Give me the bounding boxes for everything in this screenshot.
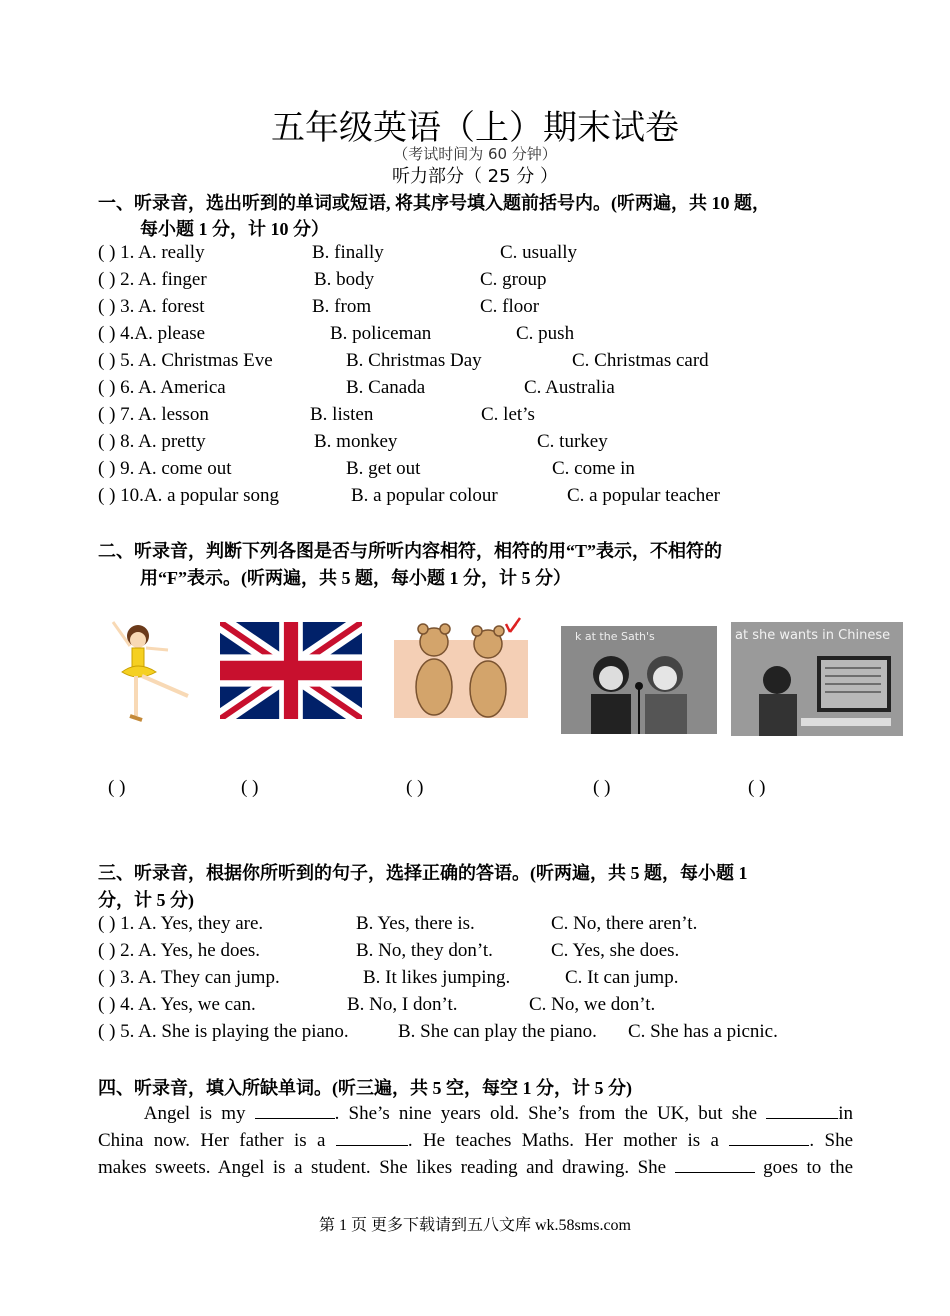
computer-user-picture [731, 622, 903, 736]
exam-duration: （考试时间为 60 分钟） [393, 145, 557, 163]
answer-box-2[interactable]: ( ) [241, 777, 259, 798]
q1-9-option-a: ( ) 9. A. come out [98, 458, 232, 479]
q3-1-option-a: ( ) 1. A. Yes, they are. [98, 913, 264, 934]
q3-2-option-a: ( ) 2. A. Yes, he does. [98, 940, 261, 961]
q1-7-option-b: B. listen [310, 404, 374, 425]
q3-4-option-a: ( ) 4. A. Yes, we can. [98, 994, 256, 1015]
q3-3-option-a: ( ) 3. A. They can jump. [98, 967, 280, 988]
q1-8-option-a: ( ) 8. A. pretty [98, 431, 206, 452]
computer-user-picture-caption: at she wants in Chinese [735, 628, 891, 643]
q3-2-option-c: C. Yes, she does. [551, 940, 680, 961]
q1-4-option-c: C. push [516, 323, 575, 344]
blank-4[interactable] [729, 1127, 809, 1146]
section1-heading: 一、听录音，选出听到的单词或短语, 将其序号填入题前括号内。(听两遍，共 10 题， [98, 193, 770, 213]
blank-5[interactable] [675, 1154, 755, 1173]
cloze-line-2: China now. Her father is a . He teaches Maths. Her mother is a . She [98, 1127, 853, 1152]
q1-10-option-a: ( ) 10.A. a popular song [98, 485, 279, 506]
cloze-line-3: makes sweets. Angel is a student. She likes reading and drawing. She goes to the [98, 1154, 853, 1179]
q1-6-option-c: C. Australia [524, 377, 615, 398]
q1-1-option-a: ( ) 1. A. really [98, 242, 205, 263]
q3-3-option-b: B. It likes jumping. [363, 967, 511, 988]
q1-10-option-c: C. a popular teacher [567, 485, 720, 506]
q3-5-option-a: ( ) 5. A. She is playing the piano. [98, 1021, 349, 1042]
q1-1-option-b: B. finally [312, 242, 384, 263]
q1-5-option-c: C. Christmas card [572, 350, 709, 371]
q3-1-option-b: B. Yes, there is. [356, 913, 475, 934]
q3-1-option-c: C. No, there aren’t. [551, 913, 698, 934]
blank-2[interactable] [766, 1100, 838, 1119]
q1-2-option-c: C. group [480, 269, 547, 290]
q1-10-option-b: B. a popular colour [351, 485, 498, 506]
singers-picture [561, 626, 717, 734]
section2-heading: 二、听录音，判断下列各图是否与所听内容相符，相符的用“T”表示，不相符的 [98, 541, 723, 561]
q1-6-option-a: ( ) 6. A. America [98, 377, 226, 398]
dancing-girl-picture [108, 616, 194, 728]
q3-5-option-c: C. She has a picnic. [628, 1021, 778, 1042]
q3-2-option-b: B. No, they don’t. [356, 940, 493, 961]
answer-box-5[interactable]: ( ) [748, 777, 766, 798]
q1-4-option-a: ( ) 4.A. please [98, 323, 206, 344]
q1-5-option-b: B. Christmas Day [346, 350, 482, 371]
section1-heading-cont: 每小题 1 分，计 10 分） [140, 219, 329, 239]
cloze-line-1: Angel is my . She’s nine years old. She’s from the UK, but she in [98, 1100, 853, 1125]
page-title: 五年级英语（上）期末试卷 [271, 108, 679, 148]
q1-2-option-a: ( ) 2. A. finger [98, 269, 207, 290]
q1-1-option-c: C. usually [500, 242, 578, 263]
answer-box-1[interactable]: ( ) [108, 777, 126, 798]
q1-9-option-c: C. come in [552, 458, 635, 479]
answer-box-3[interactable]: ( ) [406, 777, 424, 798]
blank-3[interactable] [336, 1127, 408, 1146]
section4-heading: 四、听录音，填入所缺单词。(听三遍，共 5 空，每空 1 分，计 5 分) [98, 1078, 632, 1098]
q1-6-option-b: B. Canada [346, 377, 426, 398]
union-jack-flag [220, 622, 362, 719]
q1-3-option-c: C. floor [480, 296, 540, 317]
page-footer: 第 1 页 更多下载请到五八文库 wk.58sms.com [318, 1217, 631, 1234]
section3-heading-cont: 分，计 5 分) [98, 890, 194, 910]
q1-7-option-a: ( ) 7. A. lesson [98, 404, 209, 425]
q3-4-option-b: B. No, I don’t. [347, 994, 458, 1015]
q1-3-option-a: ( ) 3. A. forest [98, 296, 205, 317]
q3-3-option-c: C. It can jump. [565, 967, 679, 988]
q1-7-option-c: C. let’s [481, 404, 535, 425]
q3-5-option-b: B. She can play the piano. [398, 1021, 597, 1042]
singers-picture-caption: k at the Sath's [575, 630, 655, 643]
q1-4-option-b: B. policeman [330, 323, 432, 344]
q1-2-option-b: B. body [314, 269, 375, 290]
q3-4-option-c: C. No, we don’t. [529, 994, 656, 1015]
section3-heading: 三、听录音，根据你所听到的句子，选择正确的答语。(听两遍，共 5 题，每小题 1 [98, 863, 748, 883]
blank-1[interactable] [255, 1100, 335, 1119]
q1-5-option-a: ( ) 5. A. Christmas Eve [98, 350, 273, 371]
section2-heading-cont: 用“F”表示。(听两遍，共 5 题，每小题 1 分，计 5 分） [140, 568, 571, 588]
q1-8-option-b: B. monkey [314, 431, 398, 452]
q1-9-option-b: B. get out [346, 458, 421, 479]
q1-8-option-c: C. turkey [537, 431, 608, 452]
answer-box-4[interactable]: ( ) [593, 777, 611, 798]
part-label: 听力部分（ 25 分 ） [391, 166, 559, 187]
q1-3-option-b: B. from [312, 296, 372, 317]
two-bears-picture [394, 612, 528, 722]
